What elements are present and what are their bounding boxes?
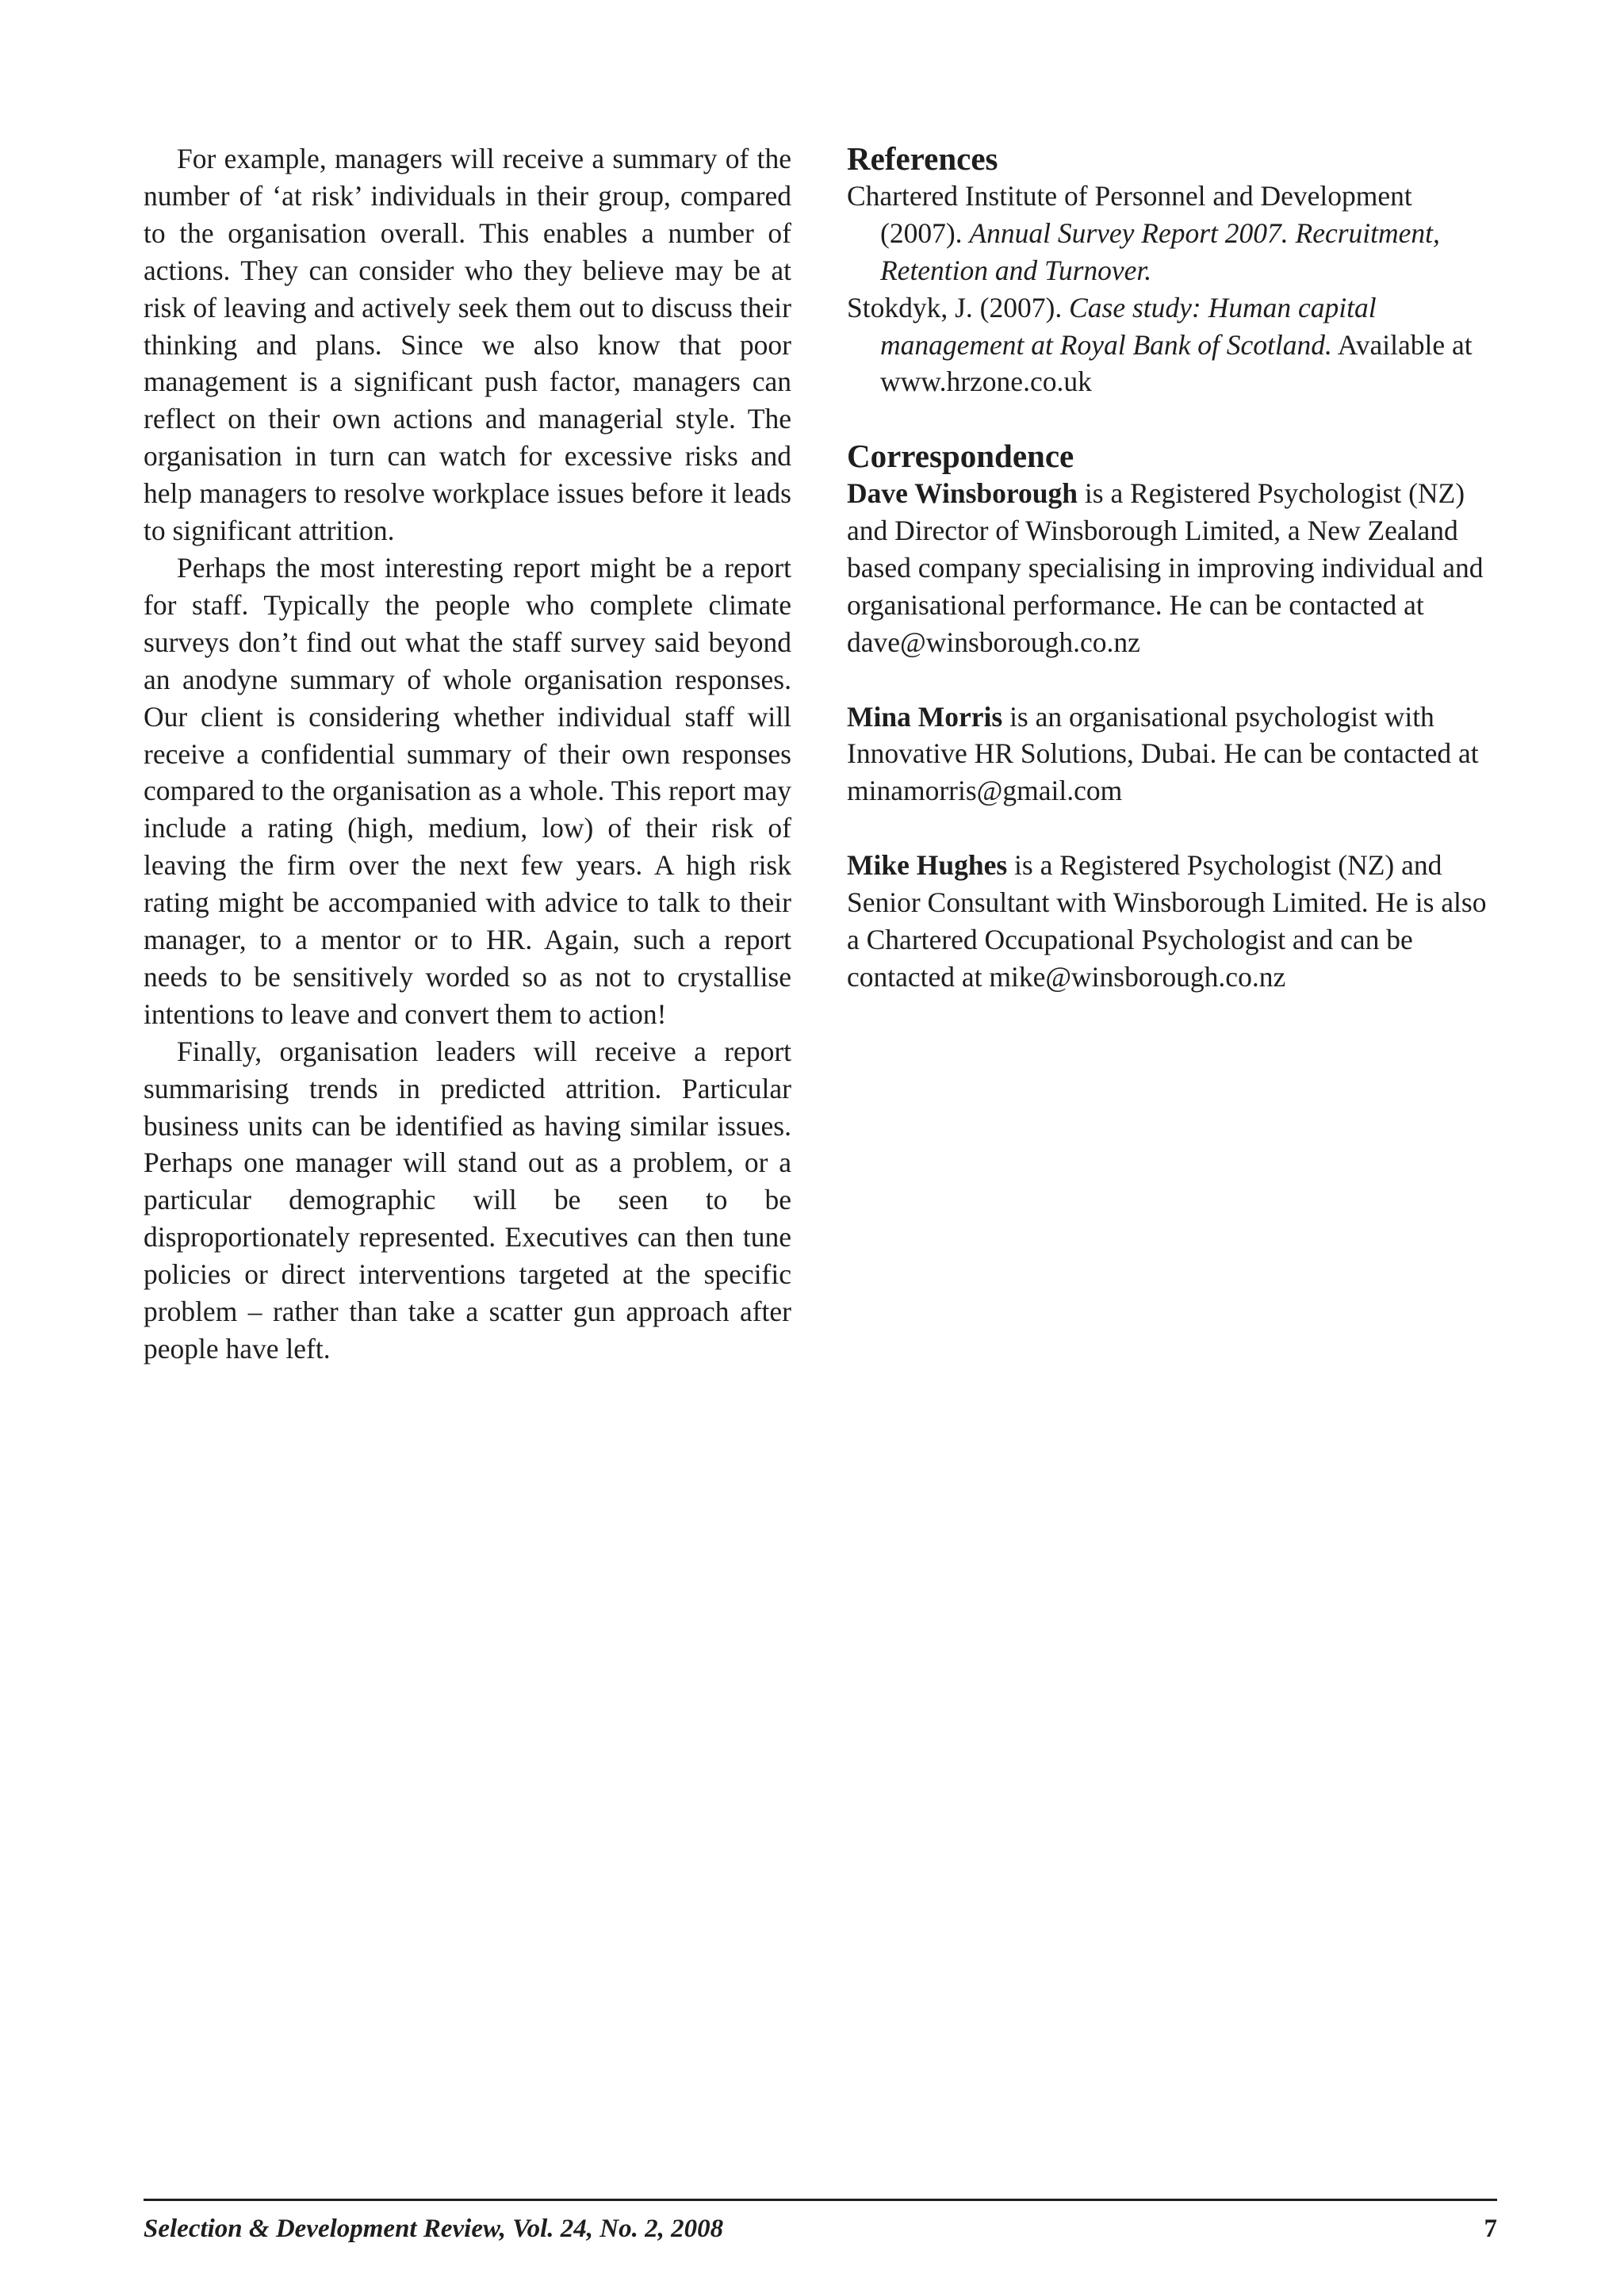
- entry-spacer: [847, 810, 1497, 847]
- correspondence-entry: [847, 475, 1497, 661]
- entry-spacer: [847, 661, 1497, 699]
- body-paragraph-2: Perhaps the most interesting report might be a report for staff. Typically the people who complete climate surveys don’t find out what the staff survey said beyond an anodyne summary of whole organisation responses. Our client is considering whether individual staff will receive a confidential summary of their own responses compared to the organisation as a whole. This report may include a rating (high, medium, low) of their risk of leaving the firm over the next few years. A high risk rating might be accompanied with advice to talk to their manager, to a mentor or to HR. Again, such a report needs to be sensitively worded so as not to crystallise intentions to leave and convert them to action!: [144, 551, 791, 1030]
- body-paragraph-1: For example, managers will receive a summary of the number of ‘at risk’ individuals in their group, compared to the organisation overall. This enables a number of actions. They can consider who they believe may be at risk of leaving and actively seek them out to discuss their thinking and plans. Since we also know that poor management is a significant push factor, managers can reflect on their own actions and managerial style. The organisation in turn can watch for excessive risks and help managers to resolve workplace issues before it leads to significant attrition.: [144, 143, 791, 547]
- author-name: Mike Hughes: [847, 849, 1008, 882]
- page-number: 7: [1484, 2215, 1497, 2243]
- reference-title: Case study: Human capital management at Royal Bank of Scotland.: [880, 291, 1377, 361]
- author-bio: is a Registered Psychologist (NZ) and Senior Consultant with Winsborough Limited. He is also a Chartered Occupational Psychologist and can be contacted at mike@winsborough.co.nz: [847, 849, 1487, 993]
- reference-plain-text: Chartered Institute of Personnel and Development (2007).: [847, 179, 1412, 249]
- body-paragraph-3: Finally, organisation leaders will receive a report summarising trends in predicted attrition. Particular business units can be identified as having similar issues. Perhaps one manager will stand out as a problem, or a particular demographic will be seen to be disproportionately represented. Executives can then tune policies or direct interventions targeted at the specific problem – rather than take a scatter gun approach after people have left.: [144, 1035, 791, 1365]
- section-spacer: [847, 400, 1497, 438]
- reference-plain-text: Stokdyk, J. (2007).: [847, 291, 1070, 323]
- author-name: Mina Morris: [847, 700, 1003, 733]
- correspondence-entry: [847, 847, 1497, 996]
- reference-item: [847, 178, 1497, 289]
- right-column: [847, 140, 1497, 996]
- author-name: Dave Winsborough: [847, 477, 1078, 510]
- reference-item: [847, 289, 1497, 401]
- left-column: [144, 140, 791, 1368]
- reference-title: Annual Survey Report 2007. Recruitment, Retention and Turnover.: [880, 216, 1440, 286]
- author-bio: is a Registered Psychologist (NZ) and Director of Winsborough Limited, a New Zealand based company specialising in improving individual and organisational performance. He can be contacted at dave@winsborough.co.nz: [847, 477, 1484, 658]
- correspondence-entry: [847, 699, 1497, 810]
- footer-journal-citation: Selection & Development Review, Vol. 24, No. 2, 2008: [144, 2215, 724, 2243]
- references-heading: References: [847, 140, 998, 177]
- footer-rule: [144, 2199, 1497, 2201]
- correspondence-heading: Correspondence: [847, 438, 1074, 475]
- author-bio: is an organisational psychologist with Innovative HR Solutions, Dubai. He can be contacted at minamorris@gmail.com: [847, 700, 1479, 807]
- reference-tail-text: Available at www.hrzone.co.uk: [880, 328, 1473, 398]
